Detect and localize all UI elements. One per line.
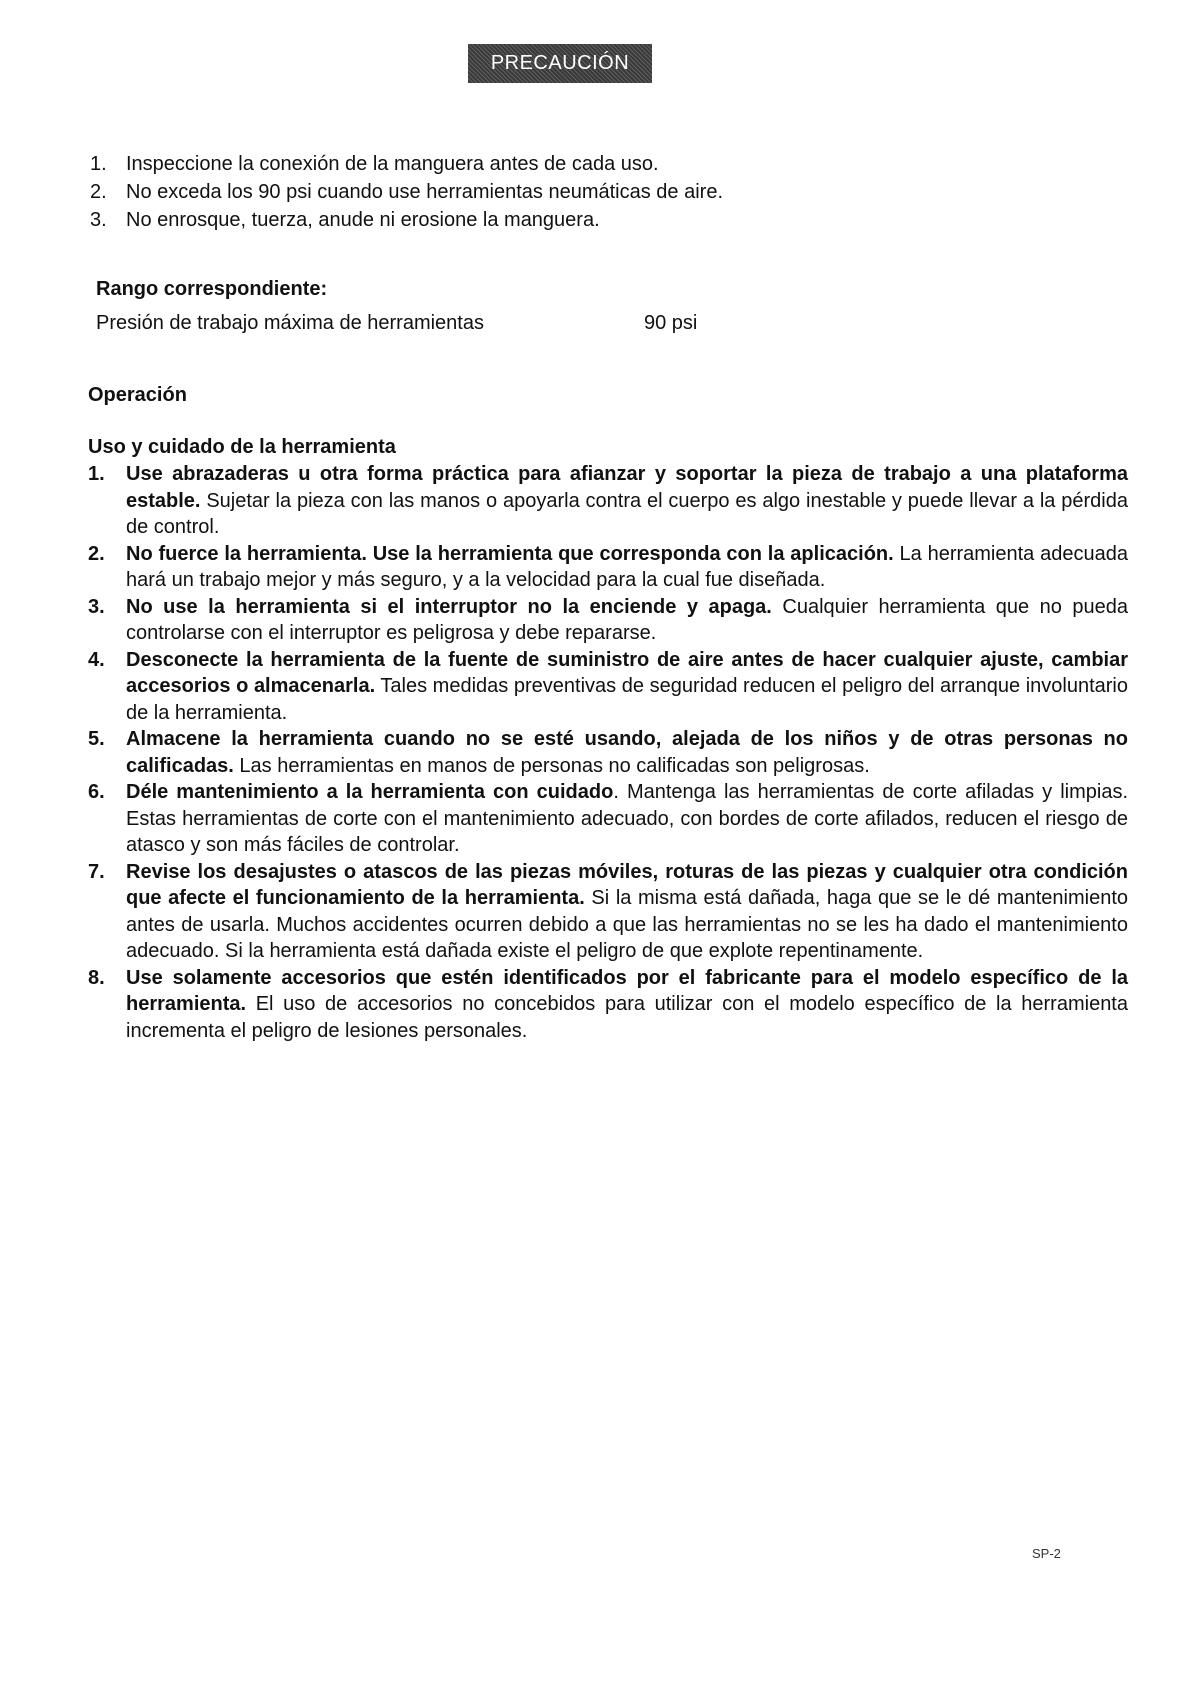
precaucion-badge: PRECAUCIÓN [468,44,652,83]
caution-item-text: Inspeccione la conexión de la manguera antes de cada uso. [126,153,659,175]
rule-bold: Use solamente accesorios que estén identificados por el fabricante para el modelo específico de la herramienta. [126,966,1128,1015]
operacion-heading: Operación [88,384,187,406]
rule-body: Cualquier herramienta que no pueda controlarse con el interruptor es peligrosa y debe repararse. [126,595,1128,644]
rule-bold: Desconecte la herramienta de la fuente de suministro de aire antes de hacer cualquier ajuste, cambiar accesorios o almacenarla. [126,648,1128,697]
rule-bold: Use abrazaderas u otra forma práctica para afianzar y soportar la pieza de trabajo a una plataforma estable. [126,463,1128,512]
rule-bold: Almacene la herramienta cuando no se esté usando, alejada de los niños y de otras personas no calificadas. [126,728,1128,777]
caution-item [90,206,990,234]
rule-item [88,726,1128,779]
page-number: SP-2 [1032,1546,1061,1561]
caution-item [90,178,990,206]
rule-item [88,859,1128,965]
uso-heading: Uso y cuidado de la herramienta [88,436,396,458]
rule-text [126,965,1128,1045]
caution-item-number: 3. [90,209,107,231]
rules-list [88,461,1128,1044]
rule-text [126,726,1128,779]
rule-text [126,647,1128,727]
rule-item [88,594,1128,647]
rule-body: Sujetar la pieza con las manos o apoyarla contra el cuerpo es algo inestable y puede llevar a la pérdida de control. [126,489,1128,538]
rule-item [88,647,1128,727]
caution-item [90,150,990,178]
rule-text [126,541,1128,594]
caution-item-number: 2. [90,181,107,203]
rule-number: 6. [88,781,105,803]
rule-item [88,965,1128,1045]
rule-bold: Revise los desajustes o atascos de las piezas móviles, roturas de las piezas y cualquier otra condición que afecte el funcionamiento de la herramienta. [126,860,1128,909]
rango-title: Rango correspondiente: [96,278,328,300]
rule-bold: Déle mantenimiento a la herramienta con cuidado [126,781,614,803]
rule-number: 7. [88,860,105,883]
caution-item-text: No enrosque, tuerza, anude ni erosione la manguera. [126,209,600,231]
rule-number: 2. [88,542,105,565]
rule-body: El uso de accesorios no concebidos para utilizar con el modelo específico de la herramienta incrementa el peligro de lesiones personales. [126,993,1128,1042]
rule-number: 1. [88,463,105,485]
rule-body: Las herramientas en manos de personas no calificadas son peligrosas. [233,754,870,777]
rule-body: Si la misma está dañada, haga que se le dé mantenimiento antes de usarla. Muchos accidentes ocurren debido a que las herramientas no se les ha dado el mantenimiento adecuado. Si la herramienta está dañada existe el peligro de que explote repentinamente. [126,887,1129,962]
rule-text [126,594,1128,647]
rango-label: Presión de trabajo máxima de herramientas [96,312,484,334]
rule-body: . Mantenga las herramientas de corte afiladas y limpias. Estas herramientas de corte con el mantenimiento adecuado, con bordes de corte afilados, reducen el riesgo de atasco y son más fáciles de controlar. [126,781,1129,856]
rule-number: 3. [88,595,105,618]
rule-item [88,461,1128,541]
rule-item [88,779,1128,859]
rule-number: 4. [88,648,105,671]
rule-text [126,859,1128,965]
rule-bold: No fuerce la herramienta. Use la herramienta que corresponda con la aplicación. [126,542,894,565]
caution-list [90,150,990,234]
caution-item-text: No exceda los 90 psi cuando use herramientas neumáticas de aire. [126,181,724,203]
rule-body: Tales medidas preventivas de seguridad reducen el peligro del arranque involuntario de la herramienta. [126,675,1128,724]
rule-item [88,541,1128,594]
caution-item-number: 1. [90,153,107,175]
rule-number: 5. [88,728,105,750]
rule-number: 8. [88,966,105,989]
rule-bold: No use la herramienta si el interruptor no la enciende y apaga. [126,595,772,618]
rule-body: La herramienta adecuada hará un trabajo mejor y más seguro, y a la velocidad para la cual fue diseñada. [126,542,1128,591]
rango-value: 90 psi [644,312,698,334]
rule-text [126,779,1128,859]
rule-text [126,461,1128,541]
